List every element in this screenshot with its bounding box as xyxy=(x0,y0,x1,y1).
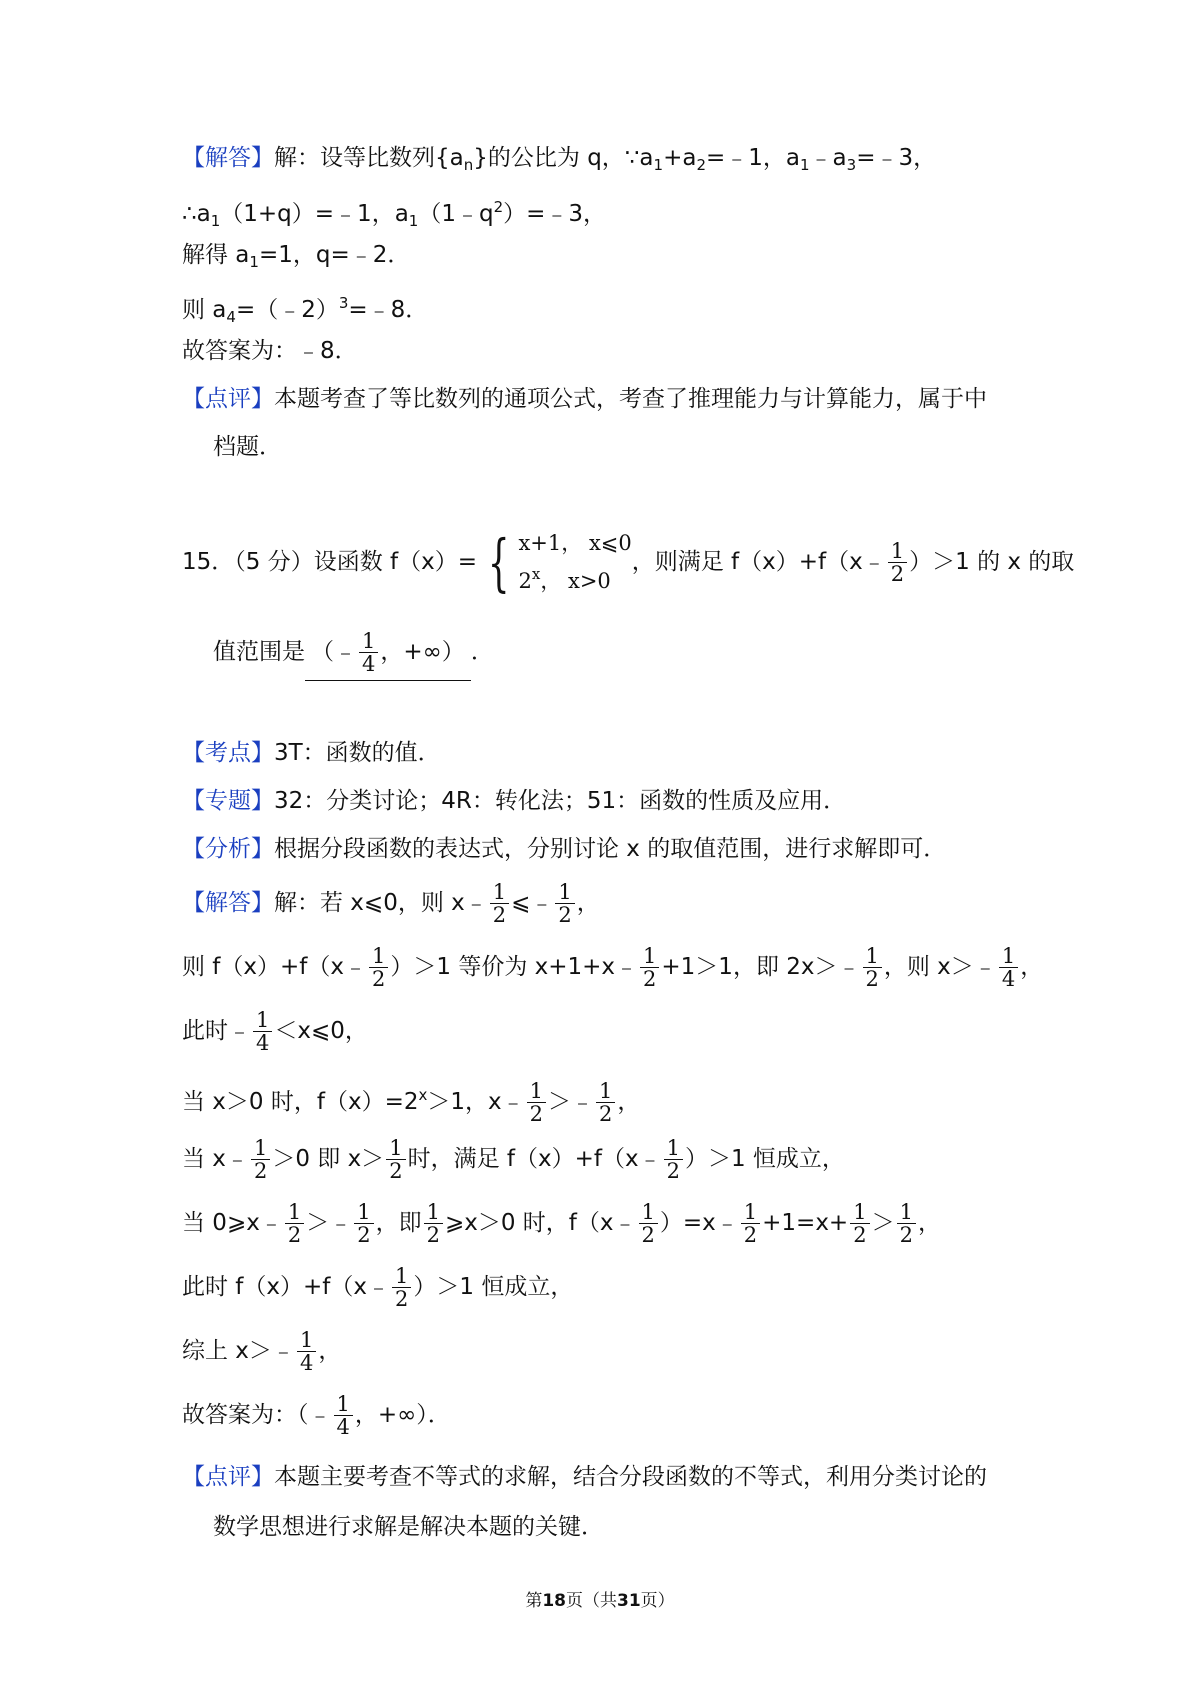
question-head: 15．（5 分）设函数 f（x）= xyxy=(182,549,478,575)
denominator: 2 xyxy=(641,1223,655,1247)
text: ，+∞）． xyxy=(354,1402,451,1428)
text: ＞ xyxy=(871,1210,895,1236)
text: （﹣ xyxy=(311,639,357,665)
numerator: 1 xyxy=(490,881,509,904)
text: 数学思想进行求解是解决本题的关键． xyxy=(213,1514,604,1540)
numerator: 1 xyxy=(850,1201,869,1224)
cases xyxy=(518,528,631,597)
answer-tag: 【解答】 xyxy=(182,890,274,916)
denominator: 2 xyxy=(853,1223,867,1247)
text: 解：设等比数列{a xyxy=(274,145,464,171)
numerator: 1 xyxy=(386,1137,405,1160)
text: =（﹣2） xyxy=(235,297,339,323)
text: =﹣8． xyxy=(348,297,429,323)
text: ，即 xyxy=(375,1210,422,1236)
denominator: 2 xyxy=(426,1223,440,1247)
denominator: 2 xyxy=(372,967,386,991)
solution-step-6 xyxy=(182,1198,941,1248)
solution-step-1 xyxy=(182,878,600,928)
fraction xyxy=(863,945,882,990)
page-number: 18 xyxy=(542,1591,566,1611)
numerator: 1 xyxy=(596,1080,615,1103)
text: +a xyxy=(663,145,697,171)
numerator: 1 xyxy=(863,945,882,968)
denominator: 2 xyxy=(529,1102,543,1126)
subscript: 1 xyxy=(653,156,664,174)
fenxi-line xyxy=(182,834,946,864)
text: ， xyxy=(1020,954,1044,980)
fraction xyxy=(596,1080,615,1125)
text: ⩽﹣ xyxy=(511,890,554,916)
text: 32：分类讨论；4R：转化法；51：函数的性质及应用． xyxy=(274,788,847,814)
kaodian-line xyxy=(182,738,441,768)
numerator: 1 xyxy=(285,1201,304,1224)
superscript: x xyxy=(418,1086,428,1104)
fraction xyxy=(664,1137,683,1182)
prev-answer-line-5 xyxy=(182,336,358,366)
denominator: 2 xyxy=(395,1287,409,1311)
numerator: 1 xyxy=(424,1201,443,1224)
fraction xyxy=(359,630,378,675)
text: ，则 x＞﹣ xyxy=(883,954,997,980)
fraction xyxy=(850,1201,869,1246)
fraction xyxy=(640,945,659,990)
kaodian-tag: 【考点】 xyxy=(182,740,274,766)
text: 档题． xyxy=(213,434,282,460)
text: 值范围是 xyxy=(213,639,305,665)
denominator: 4 xyxy=(362,652,376,676)
text: ，则满足 f（x）+f（x﹣ xyxy=(631,549,886,575)
subscript: 1 xyxy=(800,156,810,174)
zhuanti-line xyxy=(182,786,846,816)
solution-step-2 xyxy=(182,942,1043,992)
footer-text: 第 xyxy=(525,1591,543,1611)
fraction xyxy=(639,1201,658,1246)
text: ）＞1 等价为 x+1+x﹣ xyxy=(390,954,639,980)
fraction xyxy=(285,1201,304,1246)
page-footer xyxy=(0,1586,1200,1611)
total-pages: 31 xyxy=(617,1591,641,1611)
question-15-line-1 xyxy=(182,525,1075,599)
fraction xyxy=(369,945,388,990)
numerator: 1 xyxy=(640,945,659,968)
denominator: 2 xyxy=(357,1223,371,1247)
fenxi-tag: 【分析】 xyxy=(182,836,274,862)
denominator: 2 xyxy=(389,1159,403,1183)
subscript: 2 xyxy=(696,156,706,174)
prev-answer-line-1 xyxy=(182,143,936,180)
numerator: 1 xyxy=(369,945,388,968)
text: 此时 f（x）+f（x﹣ xyxy=(182,1274,390,1300)
text: ﹣a xyxy=(809,145,847,171)
answer-tag: 【解答】 xyxy=(182,145,274,171)
text: 本题考查了等比数列的通项公式，考查了推理能力与计算能力，属于中 xyxy=(274,386,987,412)
denominator: 4 xyxy=(1001,967,1016,991)
fraction xyxy=(297,1329,316,1374)
fraction xyxy=(253,1009,272,1054)
text: =1，q=﹣2． xyxy=(258,242,411,268)
prev-answer-line-3 xyxy=(182,240,410,277)
text: ＞﹣ xyxy=(306,1210,353,1236)
text: （1﹣q xyxy=(418,201,494,227)
prev-answer-line-2 xyxy=(182,192,606,236)
superscript: 2 xyxy=(493,198,504,216)
solution-step-7 xyxy=(182,1262,573,1312)
numerator: 1 xyxy=(354,1201,373,1224)
text: ， xyxy=(617,1089,641,1115)
fraction xyxy=(555,881,574,926)
text: ＜x⩽0， xyxy=(274,1018,368,1044)
solution-comment-line-1 xyxy=(182,1462,987,1492)
denominator: 4 xyxy=(299,1351,314,1375)
denominator: 2 xyxy=(865,967,879,991)
text: +1＞1，即 2x＞﹣ xyxy=(661,954,861,980)
numerator: 1 xyxy=(251,1137,270,1160)
fraction xyxy=(386,1137,405,1182)
text: 3T：函数的值． xyxy=(274,740,441,766)
denominator: 2 xyxy=(599,1102,613,1126)
numerator: 1 xyxy=(253,1009,272,1032)
comment-tag: 【点评】 xyxy=(182,1464,274,1490)
footer-text: 页） xyxy=(640,1591,675,1611)
text: 解得 a xyxy=(182,242,250,268)
text: 则 f（x）+f（x﹣ xyxy=(182,954,367,980)
numerator: 1 xyxy=(897,1201,916,1224)
text: 当 0⩾x﹣ xyxy=(182,1210,283,1236)
piecewise-function xyxy=(479,525,632,599)
subscript: n xyxy=(463,156,474,174)
solution-comment-line-2 xyxy=(213,1512,604,1542)
superscript: x xyxy=(531,565,541,583)
denominator: 2 xyxy=(666,1159,680,1183)
text: 根据分段函数的表达式，分别讨论 x 的取值范围，进行求解即可． xyxy=(274,836,947,862)
numerator: 1 xyxy=(741,1201,760,1224)
denominator: 2 xyxy=(492,903,507,927)
denominator: 4 xyxy=(256,1031,270,1055)
prev-comment-line-1 xyxy=(182,384,987,414)
text: ． xyxy=(470,639,494,665)
prev-answer-line-4 xyxy=(182,288,428,332)
fraction xyxy=(888,540,907,585)
solution-step-8 xyxy=(182,1326,341,1376)
superscript: 3 xyxy=(338,294,349,312)
text: （1+q）=﹣1，a xyxy=(220,201,409,227)
text: 则 a xyxy=(182,297,227,323)
numerator: 1 xyxy=(297,1329,316,1352)
text: ， xyxy=(917,1210,941,1236)
text: ）＞1 的 x 的取 xyxy=(909,549,1075,575)
text: ， xyxy=(318,1338,342,1364)
fraction xyxy=(354,1201,373,1246)
text: 此时﹣ xyxy=(182,1018,251,1044)
fraction xyxy=(897,1201,916,1246)
numerator: 1 xyxy=(392,1265,411,1288)
text: ，+∞） xyxy=(380,639,465,665)
text: 故答案为：（﹣ xyxy=(182,1402,332,1428)
fraction xyxy=(527,1080,546,1125)
denominator: 2 xyxy=(558,903,572,927)
zhuanti-tag: 【专题】 xyxy=(182,788,274,814)
denominator: 2 xyxy=(253,1159,268,1183)
text: ）=x﹣ xyxy=(659,1210,739,1236)
text: ）=﹣3， xyxy=(503,201,607,227)
case-2-base: 2 xyxy=(518,569,532,593)
text: 时，满足 f（x）+f（x﹣ xyxy=(407,1146,662,1172)
numerator: 1 xyxy=(555,881,574,904)
solution-step-4 xyxy=(182,1070,640,1127)
fraction xyxy=(424,1201,443,1246)
text: 本题主要考查不等式的求解，结合分段函数的不等式，利用分类讨论的 xyxy=(274,1464,987,1490)
denominator: 4 xyxy=(336,1415,350,1439)
subscript: 3 xyxy=(846,156,857,174)
fraction xyxy=(741,1201,760,1246)
numerator: 1 xyxy=(527,1080,546,1103)
fraction xyxy=(334,1393,353,1438)
footer-text: 页（共 xyxy=(566,1591,617,1611)
text: ， xyxy=(576,890,600,916)
brace: { xyxy=(487,525,510,599)
fraction xyxy=(392,1265,411,1310)
subscript: 1 xyxy=(408,212,419,230)
text: ∴a xyxy=(182,201,211,227)
fraction xyxy=(999,945,1018,990)
text: ＞0 即 x＞ xyxy=(272,1146,385,1172)
denominator: 2 xyxy=(899,1223,913,1247)
question-15-line-2 xyxy=(213,626,494,681)
text: ）＞1 恒成立， xyxy=(413,1274,574,1300)
text: ⩾x＞0 时，f（x﹣ xyxy=(444,1210,637,1236)
text: 故答案为：﹣8． xyxy=(182,338,358,364)
numerator: 1 xyxy=(999,945,1018,968)
text: }的公比为 q，∵a xyxy=(473,145,654,171)
denominator: 2 xyxy=(890,562,905,586)
solution-step-5 xyxy=(182,1134,845,1184)
denominator: 2 xyxy=(287,1223,302,1247)
denominator: 2 xyxy=(643,967,657,991)
text: +1=x+ xyxy=(762,1210,849,1236)
subscript: 4 xyxy=(226,308,236,326)
subscript: 1 xyxy=(249,253,259,271)
case-2-rest: ， x>0 xyxy=(540,569,611,593)
denominator: 2 xyxy=(743,1223,758,1247)
case-1: x+1， x⩽0 xyxy=(518,531,632,555)
text: 综上 x＞﹣ xyxy=(182,1338,295,1364)
numerator: 1 xyxy=(334,1393,353,1416)
numerator: 1 xyxy=(888,540,907,563)
fraction xyxy=(251,1137,270,1182)
numerator: 1 xyxy=(359,630,378,653)
prev-comment-line-2 xyxy=(213,432,282,462)
text: 当 x＞0 时，f（x）=2 xyxy=(182,1089,419,1115)
solution-step-3 xyxy=(182,1006,368,1056)
text: ＞1，x﹣ xyxy=(427,1089,525,1115)
text: 当 x﹣ xyxy=(182,1146,249,1172)
text: =﹣3， xyxy=(856,145,937,171)
solution-step-9 xyxy=(182,1390,451,1440)
text: ）＞1 恒成立， xyxy=(684,1146,845,1172)
text: =﹣1，a xyxy=(706,145,800,171)
numerator: 1 xyxy=(664,1137,683,1160)
comment-tag: 【点评】 xyxy=(182,386,274,412)
numerator: 1 xyxy=(639,1201,658,1224)
answer-blank xyxy=(305,626,471,681)
fraction xyxy=(490,881,509,926)
subscript: 1 xyxy=(210,212,221,230)
text: 解：若 x⩽0，则 x﹣ xyxy=(274,890,488,916)
text: ＞﹣ xyxy=(548,1089,594,1115)
